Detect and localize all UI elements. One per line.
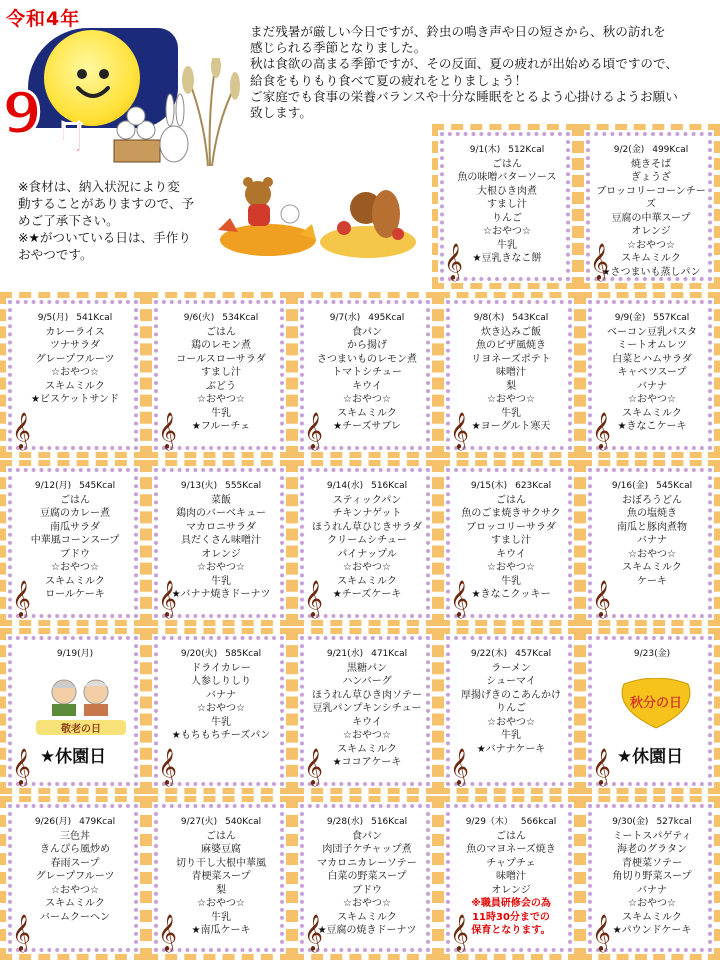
day-header — [456, 312, 566, 326]
treble-clef-icon: 𝄞 — [592, 913, 611, 951]
day-kcal: 499Kcal — [652, 145, 689, 155]
menu-item: すまし汁 — [201, 367, 241, 378]
day-date: 9/19(月) — [56, 649, 94, 659]
day-header — [164, 648, 278, 662]
notice-line: 11時30分までの — [472, 911, 550, 923]
menu-item: ☆おやつ☆ — [483, 226, 531, 237]
menu-item: ごはん — [206, 830, 236, 842]
menu-item: ★南瓜ケーキ — [191, 925, 251, 936]
day-card — [146, 460, 292, 626]
day-card — [580, 460, 720, 626]
menu-item: ★きなこケーキ — [617, 421, 687, 432]
day-header — [456, 480, 566, 494]
day-card — [438, 628, 580, 794]
month-number: 9 — [2, 79, 43, 147]
menu-item: ★ヨーグルト寒天 — [471, 421, 551, 432]
menu-item: スキムミルク — [622, 407, 682, 419]
menu-item: スキムミルク — [45, 575, 105, 587]
day-date: 9/5(月) — [37, 313, 69, 323]
menu-item: カレーライス — [45, 326, 105, 338]
menu-item: ブドウ — [352, 884, 382, 896]
menu-item: 牛乳 — [211, 716, 231, 728]
menu-item: グレープフルーツ — [35, 353, 115, 365]
day-header — [18, 312, 132, 326]
menu-item: りんご — [492, 212, 522, 224]
treble-clef-icon: 𝄞 — [450, 579, 469, 617]
month-kanji: 月 — [54, 118, 88, 158]
menu-item: ブロッコリーサラダ — [466, 521, 556, 533]
day-header — [18, 480, 132, 494]
menu-item: ミートスパゲティ — [612, 830, 692, 842]
note-line: おやつです。 — [18, 247, 93, 262]
menu-item: 切り干し大根中華風 — [176, 857, 266, 869]
day-kcal: 555Kcal — [225, 481, 262, 491]
notice-line: ※職員研修会の為 — [471, 898, 551, 909]
menu-item: バームクーヘン — [40, 911, 110, 923]
menu-item: ★チーズサブレ — [333, 421, 401, 432]
menu-item: ロールケーキ — [45, 589, 105, 600]
menu-item: リヨネーズポテト — [471, 353, 551, 365]
menu-item: 海老のグラタン — [617, 844, 687, 855]
menu-item: ☆おやつ☆ — [197, 703, 245, 714]
menu-item: オレンジ — [631, 226, 671, 237]
elderly-couple-illustration — [36, 676, 126, 734]
menu-item: スキムミルク — [45, 898, 105, 909]
menu-item: 魚のごま焼きサクサク — [461, 508, 561, 519]
menu-item: 肉団子ケチャップ煮 — [322, 844, 412, 855]
treble-clef-icon: 𝄞 — [158, 579, 177, 617]
menu-item: ★バナナ焼きドーナツ — [171, 589, 271, 600]
menu-item: から揚げ — [347, 340, 387, 351]
menu-item: りんご — [496, 703, 526, 714]
menu-item: マカロニサラダ — [186, 521, 256, 533]
day-card — [438, 292, 580, 458]
menu-item: クリームシチュー — [327, 535, 407, 546]
day-card — [146, 796, 292, 960]
menu-item: ☆おやつ☆ — [51, 367, 99, 378]
menu-item: 味噌汁 — [496, 367, 526, 378]
menu-item: スキムミルク — [337, 575, 397, 587]
menu-item: ☆おやつ☆ — [51, 884, 99, 896]
treble-clef-icon: 𝄞 — [12, 411, 31, 449]
day-card — [438, 796, 580, 960]
treble-clef-icon: 𝄞 — [158, 913, 177, 951]
menu-item: コールスローサラダ — [176, 353, 266, 365]
menu-item: ブドウ — [60, 548, 90, 560]
day-date: 9/20(火) — [180, 649, 218, 659]
treble-clef-icon: 𝄞 — [450, 913, 469, 951]
day-header — [598, 480, 706, 494]
treble-clef-icon: 𝄞 — [158, 411, 177, 449]
day-kcal: 545Kcal — [79, 481, 116, 491]
autumn-animals-illustration — [208, 170, 424, 262]
menu-item: ★フルーチェ — [191, 421, 251, 432]
closed-day-label: ★休園日 — [616, 747, 684, 767]
day-date: 9/15(木) — [470, 481, 508, 491]
menu-item: 魚の塩焼き — [627, 508, 677, 519]
menu-item: ★さつまいも蒸しパン — [601, 266, 701, 278]
menu-item: 豆乳パンプキンシチュー — [312, 703, 422, 714]
menu-item: ★バナナケーキ — [476, 743, 546, 755]
message-line: 給食をもりもり食べて夏の疲れをとりましょう！ — [250, 72, 528, 88]
autumn-equinox-illustration — [614, 678, 698, 730]
treble-clef-icon: 𝄞 — [12, 579, 31, 617]
day-date: 9/28(水) — [326, 817, 364, 827]
day-card — [146, 628, 292, 794]
menu-item: ★もちもちチーズパン — [171, 730, 271, 741]
menu-item: きんぴら風炒め — [40, 844, 110, 855]
day-kcal: 457Kcal — [515, 649, 552, 659]
day-header — [310, 816, 424, 830]
menu-item: スキムミルク — [337, 911, 397, 923]
menu-item: ごはん — [496, 494, 526, 506]
day-date: 9/23(金) — [633, 649, 671, 659]
day-date: 9/22(木) — [470, 649, 508, 659]
menu-item: おぼろうどん — [622, 494, 682, 506]
day-header — [456, 648, 566, 662]
menu-item: スキムミルク — [337, 407, 397, 419]
menu-item: 白菜の野菜スープ — [327, 871, 407, 882]
menu-item: スキムミルク — [45, 380, 105, 392]
day-header — [310, 312, 424, 326]
menu-item: ラーメン — [491, 662, 531, 674]
menu-item: ブロッコリーコーンチーズ — [596, 185, 706, 210]
menu-item: ドライカレー — [191, 662, 251, 674]
menu-item: 人参しりしり — [191, 676, 251, 687]
menu-item: グレープフルーツ — [35, 871, 115, 882]
day-kcal: 534Kcal — [222, 313, 259, 323]
message-line: 致します。 — [250, 105, 312, 121]
day-header — [164, 312, 278, 326]
menu-item: オレンジ — [491, 884, 531, 896]
menu-item: バナナ — [637, 380, 667, 392]
menu-item: ☆おやつ☆ — [627, 239, 675, 251]
menu-item: ★豆腐の焼きドーナツ — [317, 925, 417, 936]
day-date: 9/29（木） — [465, 817, 513, 827]
menu-item: ☆おやつ☆ — [343, 730, 391, 741]
note-line: ※食材は、納入状況により変 — [18, 179, 180, 194]
menu-item: シューマイ — [486, 676, 536, 687]
menu-item: すまし汁 — [487, 199, 527, 210]
treble-clef-icon: 𝄞 — [450, 747, 469, 785]
day-kcal: 623Kcal — [515, 481, 552, 491]
menu-item: 炊き込みご飯 — [481, 326, 541, 338]
day-card — [0, 292, 146, 458]
menu-item: 春雨スープ — [50, 857, 100, 869]
menu-item: 豆腐のカレー煮 — [40, 508, 110, 519]
menu-item: 大根ひき肉煮 — [477, 185, 537, 197]
menu-item: キウイ — [496, 548, 526, 560]
menu-item: ★ビスケットサンド — [31, 394, 119, 405]
menu-item: キウイ — [352, 380, 382, 392]
day-card — [432, 124, 578, 289]
menu-item: 梨 — [506, 380, 516, 392]
menu-item: ハンバーグ — [342, 676, 392, 687]
day-date: 9/9(金) — [614, 313, 646, 323]
menu-item: ☆おやつ☆ — [343, 898, 391, 909]
menu-item: 青梗菜スープ — [191, 871, 251, 882]
treble-clef-icon: 𝄞 — [158, 747, 177, 785]
day-kcal: 495Kcal — [368, 313, 405, 323]
day-kcal: 545Kcal — [656, 481, 693, 491]
menu-item: 牛乳 — [501, 730, 521, 741]
menu-item: 焼きそば — [631, 158, 671, 170]
menu-item: ☆おやつ☆ — [197, 394, 245, 405]
menu-item: ほうれん草ひき肉ソテー — [312, 689, 422, 701]
day-kcal: 471Kcal — [371, 649, 408, 659]
day-kcal: 512Kcal — [508, 145, 545, 155]
day-header — [310, 648, 424, 662]
menu-item: ツナサラダ — [50, 340, 100, 351]
menu-item: ☆おやつ☆ — [197, 898, 245, 909]
menu-item: チキンナゲット — [332, 508, 402, 519]
note-line: 動することがありますので、予 — [18, 196, 195, 211]
treble-clef-icon: 𝄞 — [12, 913, 31, 951]
menu-item: ☆おやつ☆ — [628, 394, 676, 405]
menu-item: ☆おやつ☆ — [197, 562, 245, 573]
day-kcal: 585Kcal — [225, 649, 262, 659]
message-line: まだ残暑が厳しい今日ですが、鈴虫の鳴き声や日の短さから、秋の訪れを — [250, 24, 666, 39]
menu-item: 鶏のレモン煮 — [191, 340, 251, 351]
menu-item: 魚のマヨネーズ焼き — [466, 844, 556, 855]
menu-item: 鶏肉のバーベキュー — [176, 508, 266, 519]
day-header — [164, 816, 278, 830]
menu-item: ☆おやつ☆ — [51, 562, 99, 573]
day-card — [578, 124, 720, 289]
menu-item: ★パウンドケーキ — [612, 925, 692, 936]
menu-item: 白菜とハムサラダ — [612, 353, 692, 365]
menu-item: キウイ — [352, 716, 382, 728]
menu-item: 具だくさん味噌汁 — [181, 535, 261, 546]
day-header — [596, 144, 706, 158]
treble-clef-icon: 𝄞 — [444, 242, 463, 280]
menu-item: スキムミルク — [337, 743, 397, 755]
day-kcal: 543Kcal — [512, 313, 549, 323]
menu-item: ミートオムレツ — [617, 340, 687, 351]
menu-item: 角切り野菜スープ — [612, 871, 692, 882]
treble-clef-icon: 𝄞 — [450, 411, 469, 449]
holiday-card — [580, 628, 720, 794]
day-card — [580, 292, 720, 458]
menu-item: ☆おやつ☆ — [628, 898, 676, 909]
treble-clef-icon: 𝄞 — [592, 579, 611, 617]
menu-item: 食パン — [352, 326, 382, 338]
holiday-badge: 秋分の日 — [629, 696, 682, 711]
treble-clef-icon: 𝄞 — [12, 747, 31, 785]
menu-item: 厚揚げきのこあんかけ — [461, 689, 561, 701]
menu-item: ★きなこクッキー — [471, 589, 551, 600]
menu-item: ☆おやつ☆ — [343, 394, 391, 405]
treble-clef-icon: 𝄞 — [590, 242, 609, 280]
day-header — [598, 312, 706, 326]
day-card — [0, 796, 146, 960]
menu-item: ぎょうざ — [631, 172, 671, 183]
menu-item: ごはん — [492, 158, 522, 170]
menu-item: ごはん — [60, 494, 90, 506]
menu-item: スティックパン — [332, 494, 402, 506]
era-year-label: 令和4年 — [6, 8, 81, 30]
menu-item: ほうれん草ひじきサラダ — [312, 521, 422, 533]
menu-item: 牛乳 — [211, 575, 231, 587]
day-kcal: 566kcal — [520, 817, 557, 827]
treble-clef-icon: 𝄞 — [592, 411, 611, 449]
day-header — [310, 480, 424, 494]
day-header — [164, 480, 278, 494]
menu-item: 中華風コーンスープ — [30, 535, 120, 546]
day-date: 9/30(金) — [612, 817, 649, 827]
menu-item: 魚の味噌バターソース — [457, 172, 557, 183]
closed-day-label: ★休園日 — [39, 747, 107, 767]
day-date: 9/16(金) — [611, 481, 649, 491]
menu-item: 牛乳 — [211, 911, 231, 923]
day-date: 9/2(金) — [613, 145, 645, 155]
menu-item: バナナ — [637, 884, 667, 896]
message-line: ご家庭でも食事の栄養バランスや十分な睡眠をとるよう心掛けるようお願い — [250, 88, 678, 104]
menu-item: ★ココアケーキ — [332, 757, 402, 768]
menu-item: 味噌汁 — [496, 871, 526, 882]
menu-item: 豆腐の中華スープ — [611, 212, 691, 224]
menu-item: トマトシチュー — [332, 367, 402, 378]
menu-item: ベーコン豆乳パスタ — [607, 326, 697, 338]
menu-item: ★豆乳きなこ餅 — [472, 253, 542, 264]
menu-item: 菜飯 — [211, 494, 231, 506]
menu-item: ぶどう — [206, 380, 236, 392]
tsukimi-illustration — [108, 58, 240, 168]
treble-clef-icon: 𝄞 — [592, 747, 611, 785]
note-line: ※★がついている日は、手作り — [18, 230, 191, 245]
menu-item: スキムミルク — [622, 562, 682, 573]
day-card — [292, 460, 438, 626]
menu-item: チャプチェ — [486, 857, 536, 869]
day-kcal: 527kcal — [656, 817, 692, 827]
holiday-card — [0, 628, 146, 794]
menu-item: 魚のピザ風焼き — [476, 340, 546, 351]
menu-item: 牛乳 — [501, 575, 521, 587]
notice-line: 保育となります。 — [471, 925, 551, 936]
menu-item: 食パン — [352, 830, 382, 842]
note-line: めご了承下さい。 — [18, 213, 119, 228]
day-date: 9/12(月) — [34, 481, 72, 491]
menu-item: ☆おやつ☆ — [487, 394, 535, 405]
menu-item: パイナップル — [337, 548, 397, 560]
day-card — [0, 460, 146, 626]
day-date: 9/21(水) — [326, 649, 364, 659]
notes — [18, 178, 218, 263]
menu-item: 南瓜と豚肉煮物 — [617, 521, 687, 533]
menu-item: ☆おやつ☆ — [343, 562, 391, 573]
menu-item: 牛乳 — [497, 239, 517, 251]
day-header — [450, 144, 564, 158]
treble-clef-icon: 𝄞 — [304, 747, 323, 785]
holiday-badge: 敬老の日 — [36, 720, 126, 735]
day-date: 9/1(木) — [469, 145, 501, 155]
menu-item: オレンジ — [201, 548, 241, 560]
menu-item: キャベツスープ — [617, 367, 687, 378]
day-card — [292, 796, 438, 960]
menu-item: ★チーズケーキ — [332, 589, 402, 600]
day-card — [292, 628, 438, 794]
message-line: 秋は食欲の高まる季節ですが、その反面、夏の疲れが出始める頃ですので、 — [250, 56, 678, 72]
day-kcal: 479Kcal — [79, 817, 116, 827]
treble-clef-icon: 𝄞 — [304, 411, 323, 449]
menu-item: スキムミルク — [622, 911, 682, 923]
day-date: 9/26(月) — [34, 817, 72, 827]
menu-item: 南瓜サラダ — [50, 521, 100, 533]
day-kcal: 516Kcal — [371, 817, 408, 827]
menu-item: ごはん — [496, 830, 526, 842]
day-card — [580, 796, 720, 960]
grandparents-icon — [36, 676, 126, 716]
menu-item: 麻婆豆腐 — [201, 844, 241, 855]
menu-item: ☆おやつ☆ — [487, 562, 535, 573]
day-kcal: 541Kcal — [76, 313, 113, 323]
day-card — [146, 292, 292, 458]
day-date: 9/27(火) — [180, 817, 218, 827]
menu-item: ☆おやつ☆ — [487, 716, 535, 728]
day-date: 9/13(火) — [180, 481, 218, 491]
day-date: 9/8(木) — [473, 313, 505, 323]
menu-item: 三色丼 — [60, 830, 90, 842]
menu-item: 黒糖パン — [347, 662, 387, 674]
day-date: 9/6(火) — [183, 313, 215, 323]
menu-item: バナナ — [206, 689, 236, 701]
message-line: 感じられる季節となりました。 — [250, 40, 427, 56]
menu-item: 梨 — [216, 884, 226, 896]
menu-item: ごはん — [206, 326, 236, 338]
day-header — [18, 816, 132, 830]
greeting-message — [250, 24, 718, 121]
menu-item: ケーキ — [637, 575, 667, 587]
menu-item: すまし汁 — [491, 535, 531, 546]
day-header — [598, 816, 706, 830]
menu-item: バナナ — [637, 535, 667, 546]
day-kcal: 540Kcal — [225, 817, 262, 827]
day-card — [292, 292, 438, 458]
day-kcal: 516Kcal — [371, 481, 408, 491]
menu-item: さつまいものレモン煮 — [317, 353, 417, 365]
menu-item: ☆おやつ☆ — [628, 548, 676, 560]
day-kcal: 557Kcal — [653, 313, 690, 323]
day-header — [456, 816, 566, 830]
menu-item: マカロニカレーソテー — [317, 857, 417, 869]
treble-clef-icon: 𝄞 — [304, 579, 323, 617]
menu-item: スキムミルク — [621, 253, 681, 264]
treble-clef-icon: 𝄞 — [304, 913, 323, 951]
menu-item: 牛乳 — [211, 407, 231, 419]
day-date: 9/14(水) — [326, 481, 364, 491]
day-date: 9/7(水) — [329, 313, 361, 323]
menu-item: 青梗菜ソテー — [622, 857, 682, 869]
day-card — [438, 460, 580, 626]
menu-item: 牛乳 — [501, 407, 521, 419]
